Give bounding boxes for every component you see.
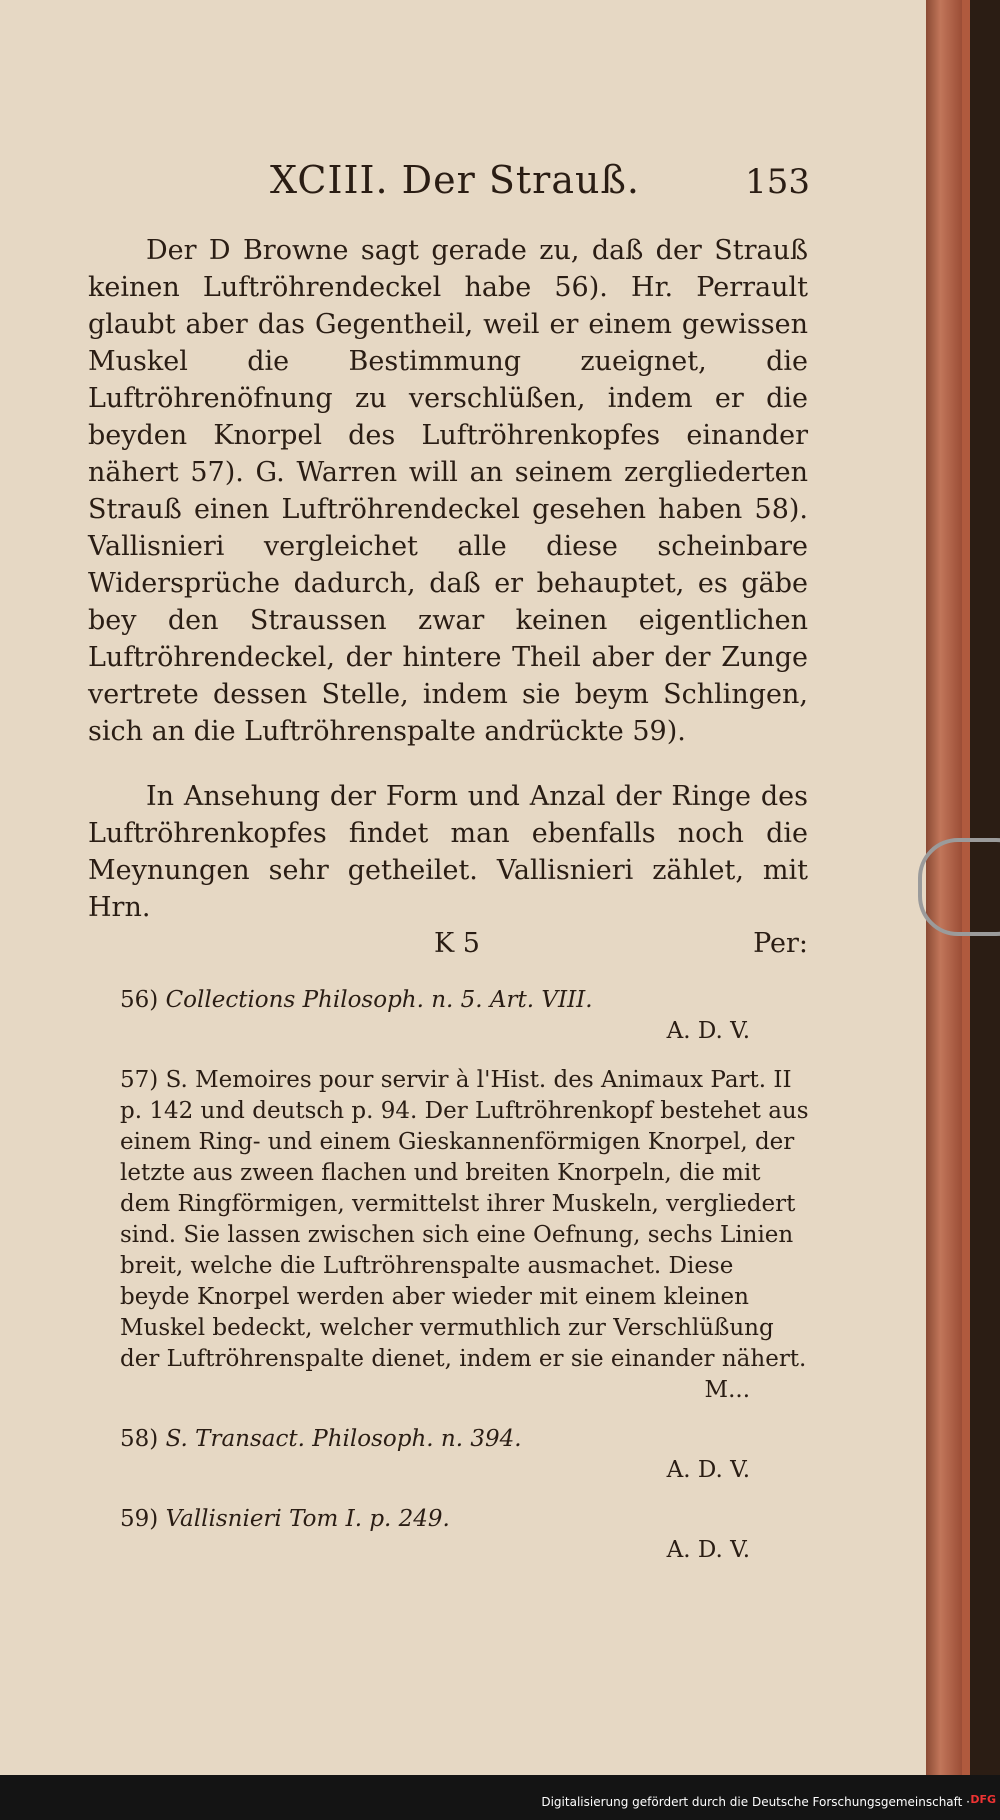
footnote-number: 58): [120, 1426, 159, 1452]
footnote-number: 56): [120, 987, 159, 1013]
signature-mark: K 5: [434, 928, 480, 959]
footnote-signature: A. D. V.: [666, 1457, 750, 1483]
footnote-58: [120, 1424, 810, 1486]
footnote-signature: M...: [704, 1377, 750, 1403]
paragraph-1: Der D Browne sagt gerade zu, daß der Strauß keinen Luftröhrendeckel habe 56). Hr. Perrault glaubt aber das Gegentheil, weil er einem gewissen Muskel die Bestimmung zueignet, die Luftröhrenöfnung zu verschlüßen, indem er die beyden Knorpel des Luftröhrenkopfes einander nähert 57). G. Warren will an seinem zergliederten Strauß einen Luftröhrendeckel gesehen haben 58). Vallisnieri vergleichet alle diese scheinbare Widersprüche dadurch, daß er behauptet, es gäbe bey den Straussen zwar keinen eigentlichen Luftröhrendeckel, der hintere Theil aber der Zunge vertrete dessen Stelle, indem sie beym Schlingen, sich an die Luftröhrenspalte andrückte 59).: [88, 235, 808, 747]
page-number: 153: [745, 162, 810, 202]
catch-line: [88, 928, 808, 968]
footnote-57: [120, 1065, 810, 1406]
page-clip: [918, 838, 1000, 936]
footnote-text: S. Memoires pour servir à l'Hist. des Animaux Part. II p. 142 und deutsch p. 94. Der Luftröhrenkopf bestehet aus einem Ring- und einem Gieskannenförmigen Knorpel, der letzte aus zween flachen und breiten Knorpeln, die mit dem Ringförmigen, vermittelst ihrer Muskeln, vergliedert sind. Sie lassen zwischen sich eine Oefnung, sechs Linien breit, welche die Luftröhrenspalte ausmachet. Diese beyde Knorpel werden aber wieder mit einem kleinen Muskel bedeckt, welcher vermuthlich zur Verschlüßung der Luftröhrenspalte dienet, indem er sie einander nähert.: [120, 1067, 809, 1372]
footnote-text: Vallisnieri Tom I. p. 249.: [165, 1506, 450, 1532]
footnote-56: [120, 985, 810, 1047]
catchword: Per:: [753, 928, 808, 959]
footnote-number: 59): [120, 1506, 159, 1532]
footnotes: [120, 985, 810, 1584]
footnote-signature: A. D. V.: [666, 1537, 750, 1563]
main-text: [88, 232, 808, 954]
footnote-text: S. Transact. Philosoph. n. 394.: [165, 1426, 522, 1452]
footnote-59: [120, 1504, 810, 1566]
running-title: XCIII. Der Strauß.: [270, 158, 640, 202]
footnote-text: Collections Philosoph. n. 5. Art. VIII.: [165, 987, 593, 1013]
page-header: [120, 158, 810, 218]
dfg-logo-icon: DFG: [970, 1793, 996, 1806]
dfg-credit: Digitalisierung gefördert durch die Deutsche Forschungsgemeinschaft ·: [541, 1795, 970, 1809]
footnote-signature: A. D. V.: [666, 1018, 750, 1044]
paragraph-2: In Ansehung der Form und Anzal der Ringe des Luftröhrenkopfes findet man ebenfalls noch die Meynungen sehr getheilet. Vallisnieri zählet, mit Hrn.: [88, 781, 808, 923]
footnote-number: 57): [120, 1067, 159, 1093]
